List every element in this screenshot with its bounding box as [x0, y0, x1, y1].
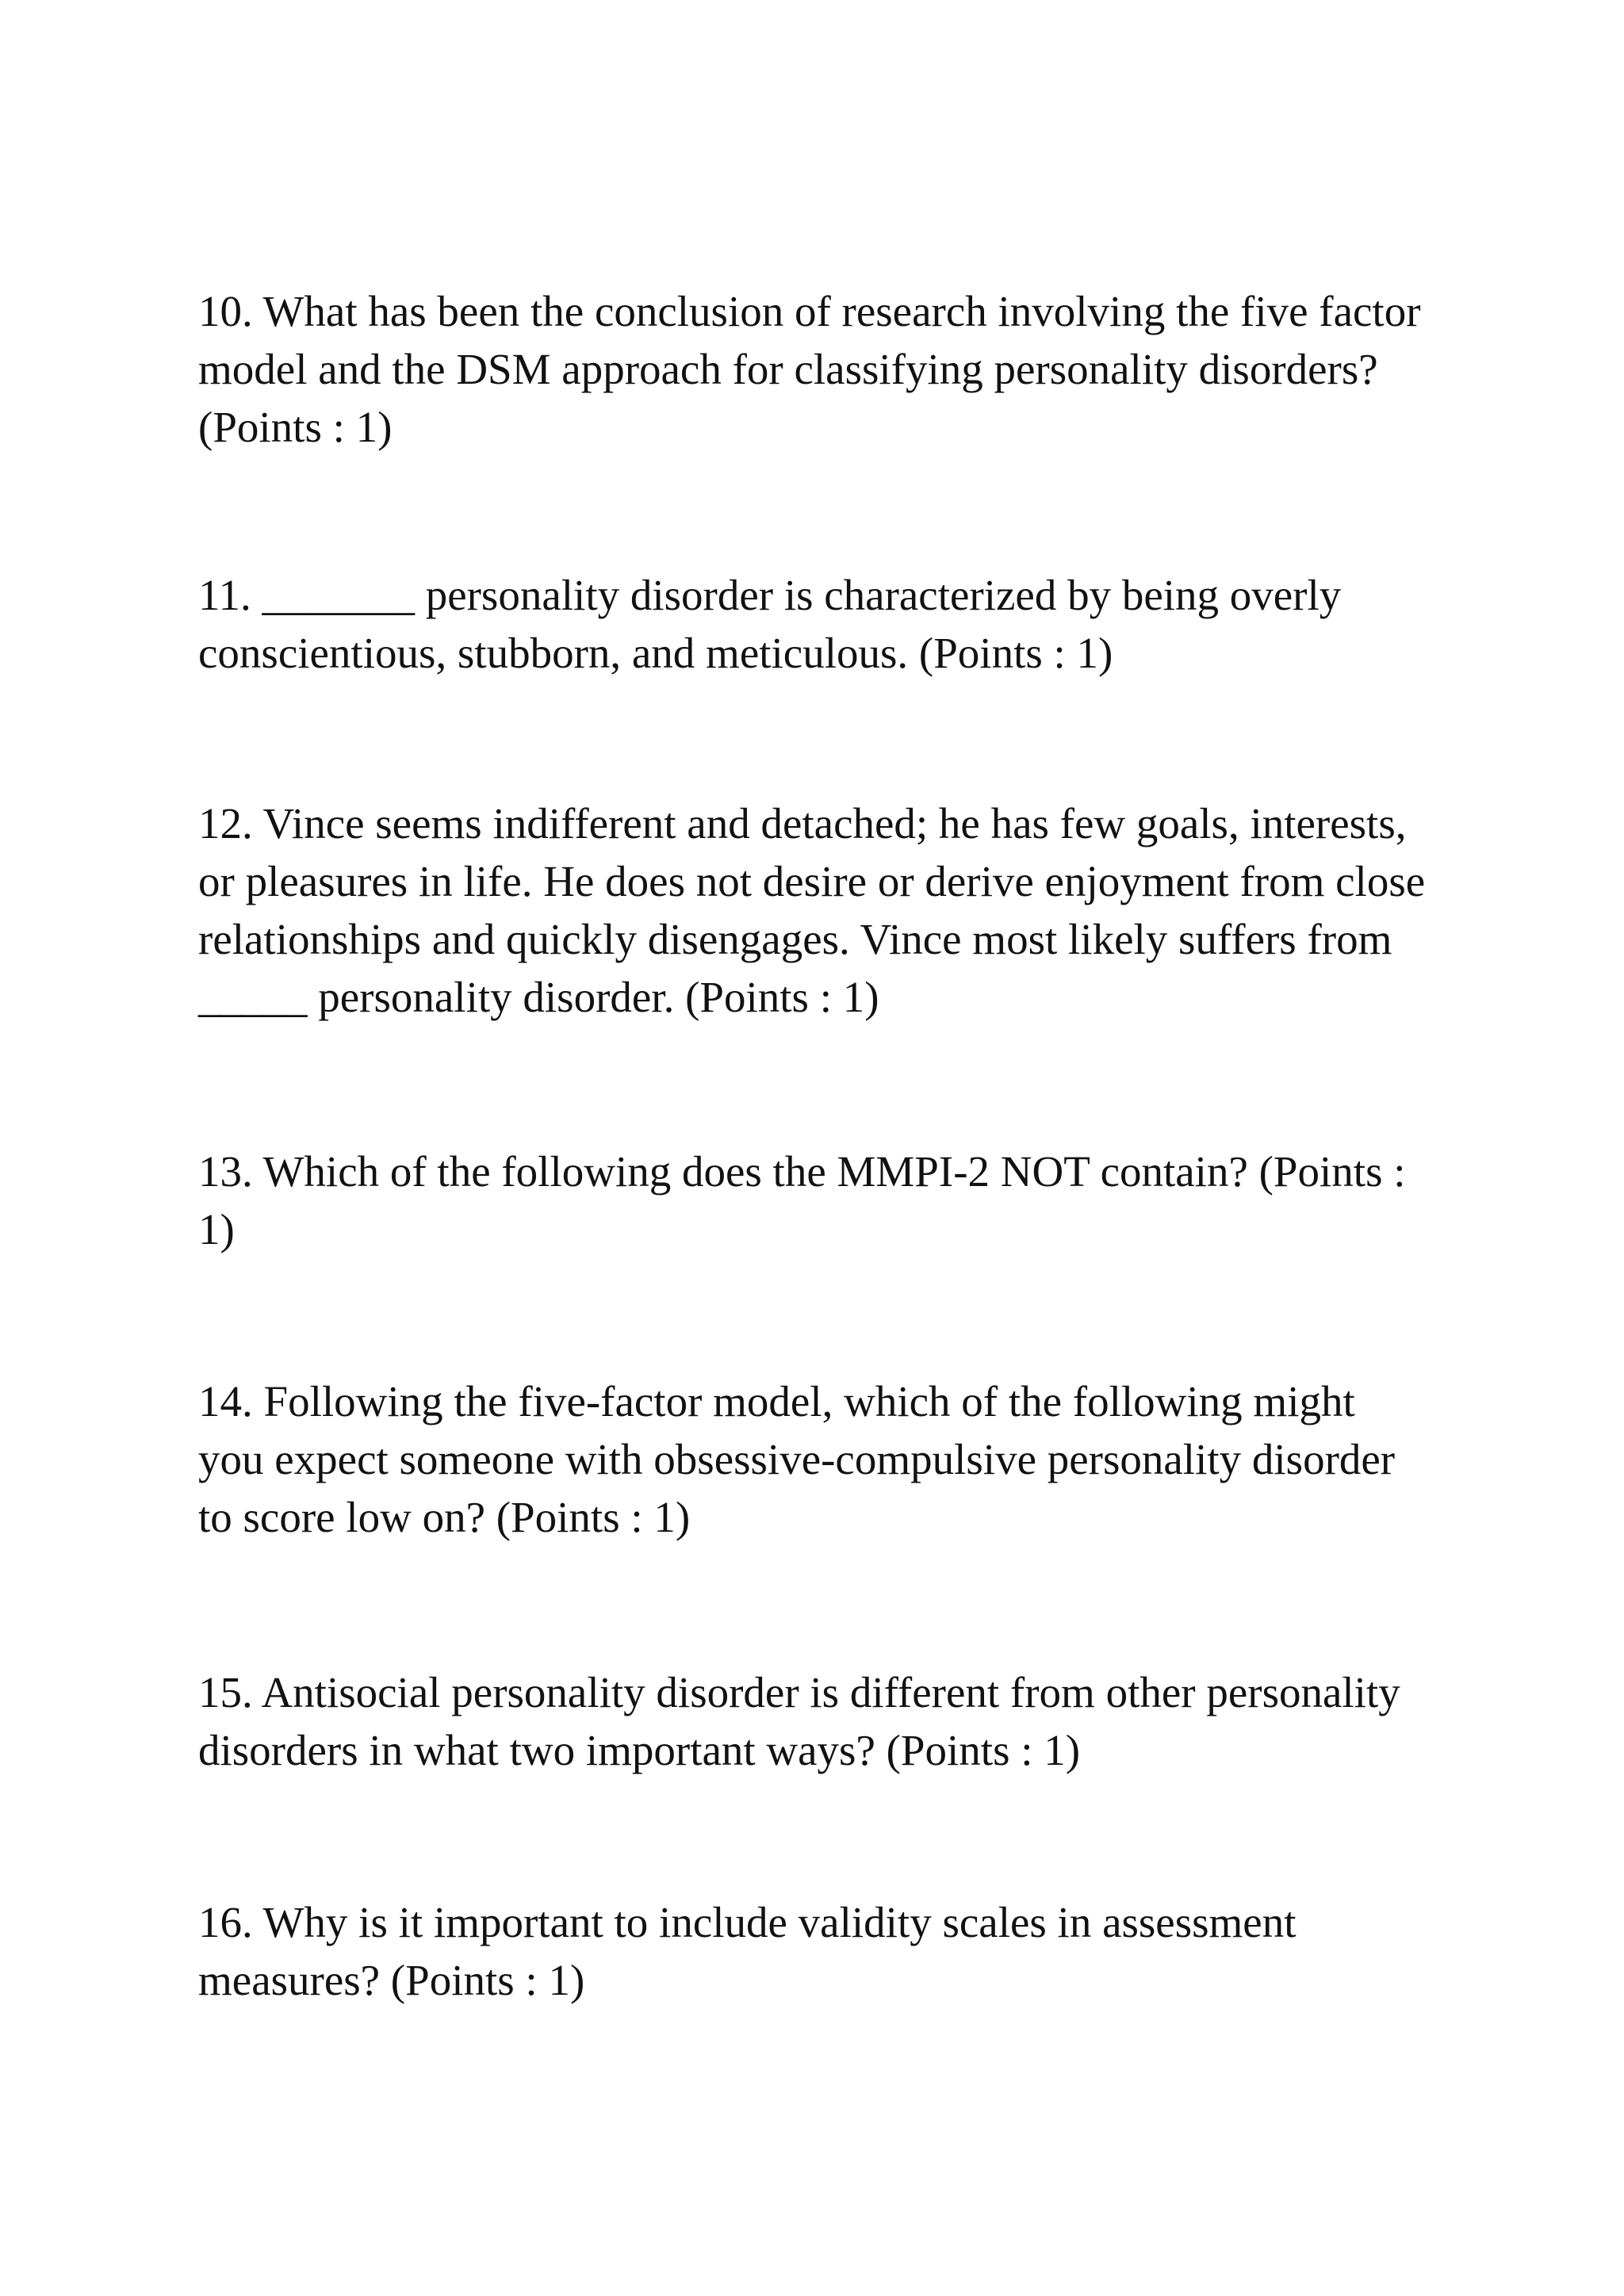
- question-14-line-1: 14. Following the five-factor model, which of the following might: [198, 1377, 1355, 1425]
- question-14-line-3: to score low on? (Points : 1): [198, 1493, 691, 1541]
- question-12-line-4: _____ personality disorder. (Points : 1): [198, 973, 879, 1021]
- question-11-line-1: 11. _______ personality disorder is characterized by being overly: [198, 571, 1342, 619]
- question-14: [198, 1372, 1395, 1546]
- question-11-line-2: conscientious, stubborn, and meticulous. (Points : 1): [198, 629, 1113, 677]
- question-10-line-1: 10. What has been the conclusion of research involving the five factor: [198, 287, 1421, 335]
- question-12-line-3: relationships and quickly disengages. Vince most likely suffers from: [198, 915, 1392, 963]
- question-10: [198, 282, 1421, 456]
- question-13-line-2: 1): [198, 1205, 235, 1253]
- question-10-line-3: (Points : 1): [198, 403, 393, 451]
- question-12: [198, 794, 1425, 1026]
- question-12-line-2: or pleasures in life. He does not desire or derive enjoyment from close: [198, 857, 1426, 905]
- question-16-line-1: 16. Why is it important to include validity scales in assessment: [198, 1898, 1297, 1946]
- question-15-line-1: 15. Antisocial personality disorder is different from other personality: [198, 1668, 1400, 1716]
- question-13: [198, 1142, 1406, 1258]
- question-16: [198, 1893, 1296, 2009]
- question-15-line-2: disorders in what two important ways? (Points : 1): [198, 1726, 1081, 1774]
- question-10-line-2: model and the DSM approach for classifying personality disorders?: [198, 345, 1378, 393]
- question-12-line-1: 12. Vince seems indifferent and detached; he has few goals, interests,: [198, 799, 1407, 848]
- question-14-line-2: you expect someone with obsessive-compulsive personality disorder: [198, 1435, 1396, 1483]
- question-11: [198, 566, 1341, 682]
- question-13-line-1: 13. Which of the following does the MMPI-2 NOT contain? (Points :: [198, 1147, 1406, 1196]
- question-16-line-2: measures? (Points : 1): [198, 1956, 585, 2004]
- question-15: [198, 1663, 1400, 1779]
